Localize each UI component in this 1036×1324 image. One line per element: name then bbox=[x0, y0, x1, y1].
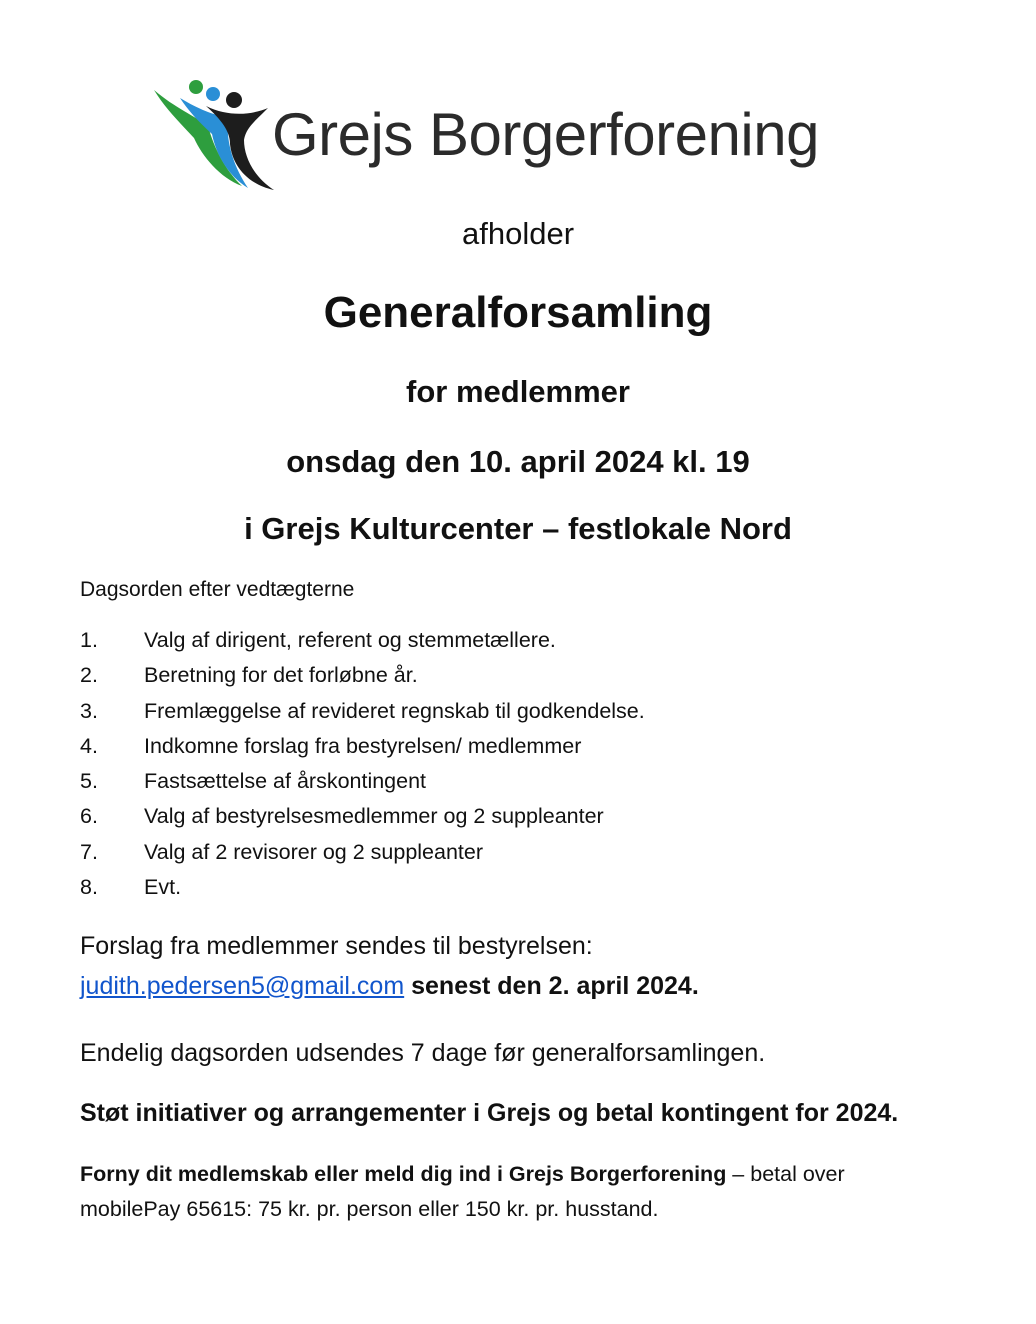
logo-text: Grejs Borgerforening bbox=[272, 101, 819, 168]
agenda-item-text: Valg af dirigent, referent og stemmetællere. bbox=[144, 628, 556, 652]
support-text: Støt initiativer og arrangementer i Grejs og betal kontingent for 2024. bbox=[80, 1099, 899, 1127]
page-title: Generalforsamling bbox=[323, 288, 713, 337]
agenda-item-text: Indkomne forslag fra bestyrelsen/ medlemmer bbox=[144, 733, 582, 758]
membership-bold: Forny dit medlemskab eller meld dig ind i Grejs Borgerforening bbox=[80, 1162, 727, 1186]
meeting-location: i Grejs Kulturcenter – festlokale Nord bbox=[244, 511, 792, 546]
agenda-heading: Dagsorden efter vedtægterne bbox=[80, 578, 355, 601]
agenda-item-number: 4. bbox=[80, 733, 98, 758]
agenda-item-number: 1. bbox=[80, 628, 98, 652]
membership-rest: – betal over bbox=[726, 1162, 845, 1186]
logo-figures-icon bbox=[150, 78, 280, 193]
agenda-item-text: Evt. bbox=[144, 875, 182, 900]
agenda-item-text: Valg af bestyrelsesmedlemmer og 2 suppleanter bbox=[144, 804, 604, 829]
membership-text bbox=[80, 1157, 845, 1227]
agenda-item-number: 5. bbox=[80, 769, 98, 794]
agenda-item-number: 2. bbox=[80, 663, 98, 688]
proposals-contact bbox=[80, 972, 699, 1001]
agenda-item-number: 8. bbox=[80, 875, 98, 900]
agenda-item-number: 6. bbox=[80, 804, 98, 829]
proposals-text: Forslag fra medlemmer sendes til bestyrelsen: bbox=[80, 932, 593, 960]
agenda-item-text: Beretning for det forløbne år. bbox=[144, 663, 418, 688]
meeting-date: onsdag den 10. april 2024 kl. 19 bbox=[286, 444, 750, 479]
email-link[interactable]: judith.pedersen5@gmail.com bbox=[80, 972, 405, 1000]
membership-payment: mobilePay 65615: 75 kr. pr. person eller 150 kr. pr. husstand. bbox=[80, 1197, 659, 1221]
audience-text: for medlemmer bbox=[406, 374, 630, 409]
agenda-item-text: Fastsættelse af årskontingent bbox=[144, 769, 427, 794]
proposals-deadline: senest den 2. april 2024. bbox=[411, 972, 699, 1000]
agenda-item-number: 3. bbox=[80, 698, 98, 723]
intro-text: afholder bbox=[461, 216, 575, 251]
logo bbox=[150, 78, 880, 193]
agenda-item-text: Valg af 2 revisorer og 2 suppleanter bbox=[144, 839, 484, 864]
final-agenda-text: Endelig dagsorden udsendes 7 dage før generalforsamlingen. bbox=[80, 1039, 766, 1067]
agenda-item-number: 7. bbox=[80, 839, 98, 864]
agenda-item-text: Fremlæggelse af revideret regnskab til godkendelse. bbox=[144, 698, 645, 723]
